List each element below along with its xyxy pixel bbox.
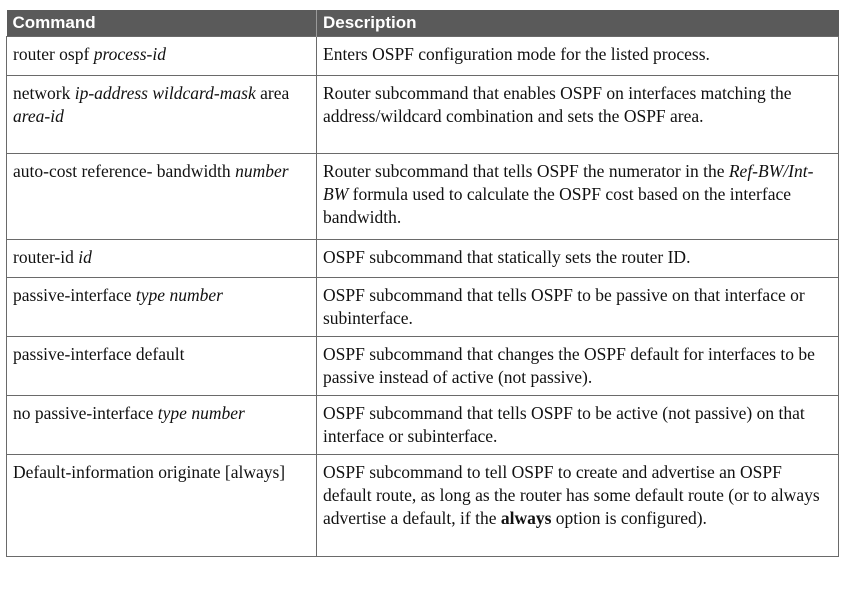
command-argument: type number xyxy=(157,403,245,423)
command-cell xyxy=(7,154,317,240)
description-cell xyxy=(317,37,839,76)
table-row xyxy=(7,154,839,240)
command-keyword: router ospf xyxy=(13,44,94,64)
command-cell xyxy=(7,278,317,337)
command-argument: area-id xyxy=(13,106,64,126)
command-cell xyxy=(7,76,317,154)
description-text: OSPF subcommand that tells OSPF to be passive on that interface or subinterface. xyxy=(323,285,805,328)
command-cell xyxy=(7,240,317,278)
table-row xyxy=(7,76,839,154)
command-keyword: no passive-interface xyxy=(13,403,158,423)
table-row xyxy=(7,455,839,557)
header-description: Description xyxy=(317,10,839,37)
table-row xyxy=(7,337,839,396)
command-table-container xyxy=(6,10,838,557)
description-cell xyxy=(317,76,839,154)
command-argument: process-id xyxy=(93,44,166,64)
command-keyword: area xyxy=(255,83,290,103)
description-cell xyxy=(317,396,839,455)
header-command: Command xyxy=(7,10,317,37)
command-cell xyxy=(7,455,317,557)
description-text: Ref-BW/Int-BW xyxy=(323,161,814,204)
command-argument: type number xyxy=(135,285,223,305)
command-argument: ip-address wildcard-mask xyxy=(74,83,256,103)
table-row xyxy=(7,396,839,455)
command-keyword: auto-cost reference- bandwidth xyxy=(13,161,236,181)
table-row xyxy=(7,278,839,337)
description-text: Router subcommand that tells OSPF the numerator in the xyxy=(323,161,729,181)
description-text: OSPF subcommand that changes the OSPF default for interfaces to be passive instead of active (not passive). xyxy=(323,344,815,387)
command-keyword: network xyxy=(13,83,75,103)
description-cell xyxy=(317,154,839,240)
description-cell xyxy=(317,278,839,337)
description-text: option is configured). xyxy=(551,508,707,528)
command-argument: number xyxy=(235,161,289,181)
description-text: Enters OSPF configuration mode for the listed process. xyxy=(323,44,710,64)
command-cell xyxy=(7,337,317,396)
table-body xyxy=(7,37,839,557)
description-cell xyxy=(317,455,839,557)
description-cell xyxy=(317,337,839,396)
command-keyword: router-id xyxy=(13,247,79,267)
command-keyword: passive-interface xyxy=(13,285,136,305)
command-keyword: Default-information originate [always] xyxy=(13,462,286,482)
description-cell xyxy=(317,240,839,278)
command-keyword: passive-interface default xyxy=(13,344,185,364)
ospf-command-table xyxy=(6,10,839,557)
description-text: OSPF subcommand that statically sets the router ID. xyxy=(323,247,691,267)
command-cell xyxy=(7,37,317,76)
description-text: OSPF subcommand that tells OSPF to be active (not passive) on that interface or subinterface. xyxy=(323,403,805,446)
command-cell xyxy=(7,396,317,455)
description-text: OSPF subcommand to tell OSPF to create and advertise an OSPF default route, as long as the router has some default route (or to always advertise a default, if the xyxy=(323,462,820,528)
description-text: formula used to calculate the OSPF cost based on the interface bandwidth. xyxy=(323,184,791,227)
command-argument: id xyxy=(78,247,92,267)
top-cropped-caption xyxy=(6,0,838,10)
description-text: Router subcommand that enables OSPF on interfaces matching the address/wildcard combination and sets the OSPF area. xyxy=(323,83,792,126)
description-text: always xyxy=(500,508,552,528)
table-row xyxy=(7,37,839,76)
table-row xyxy=(7,240,839,278)
table-header-row xyxy=(7,10,839,37)
